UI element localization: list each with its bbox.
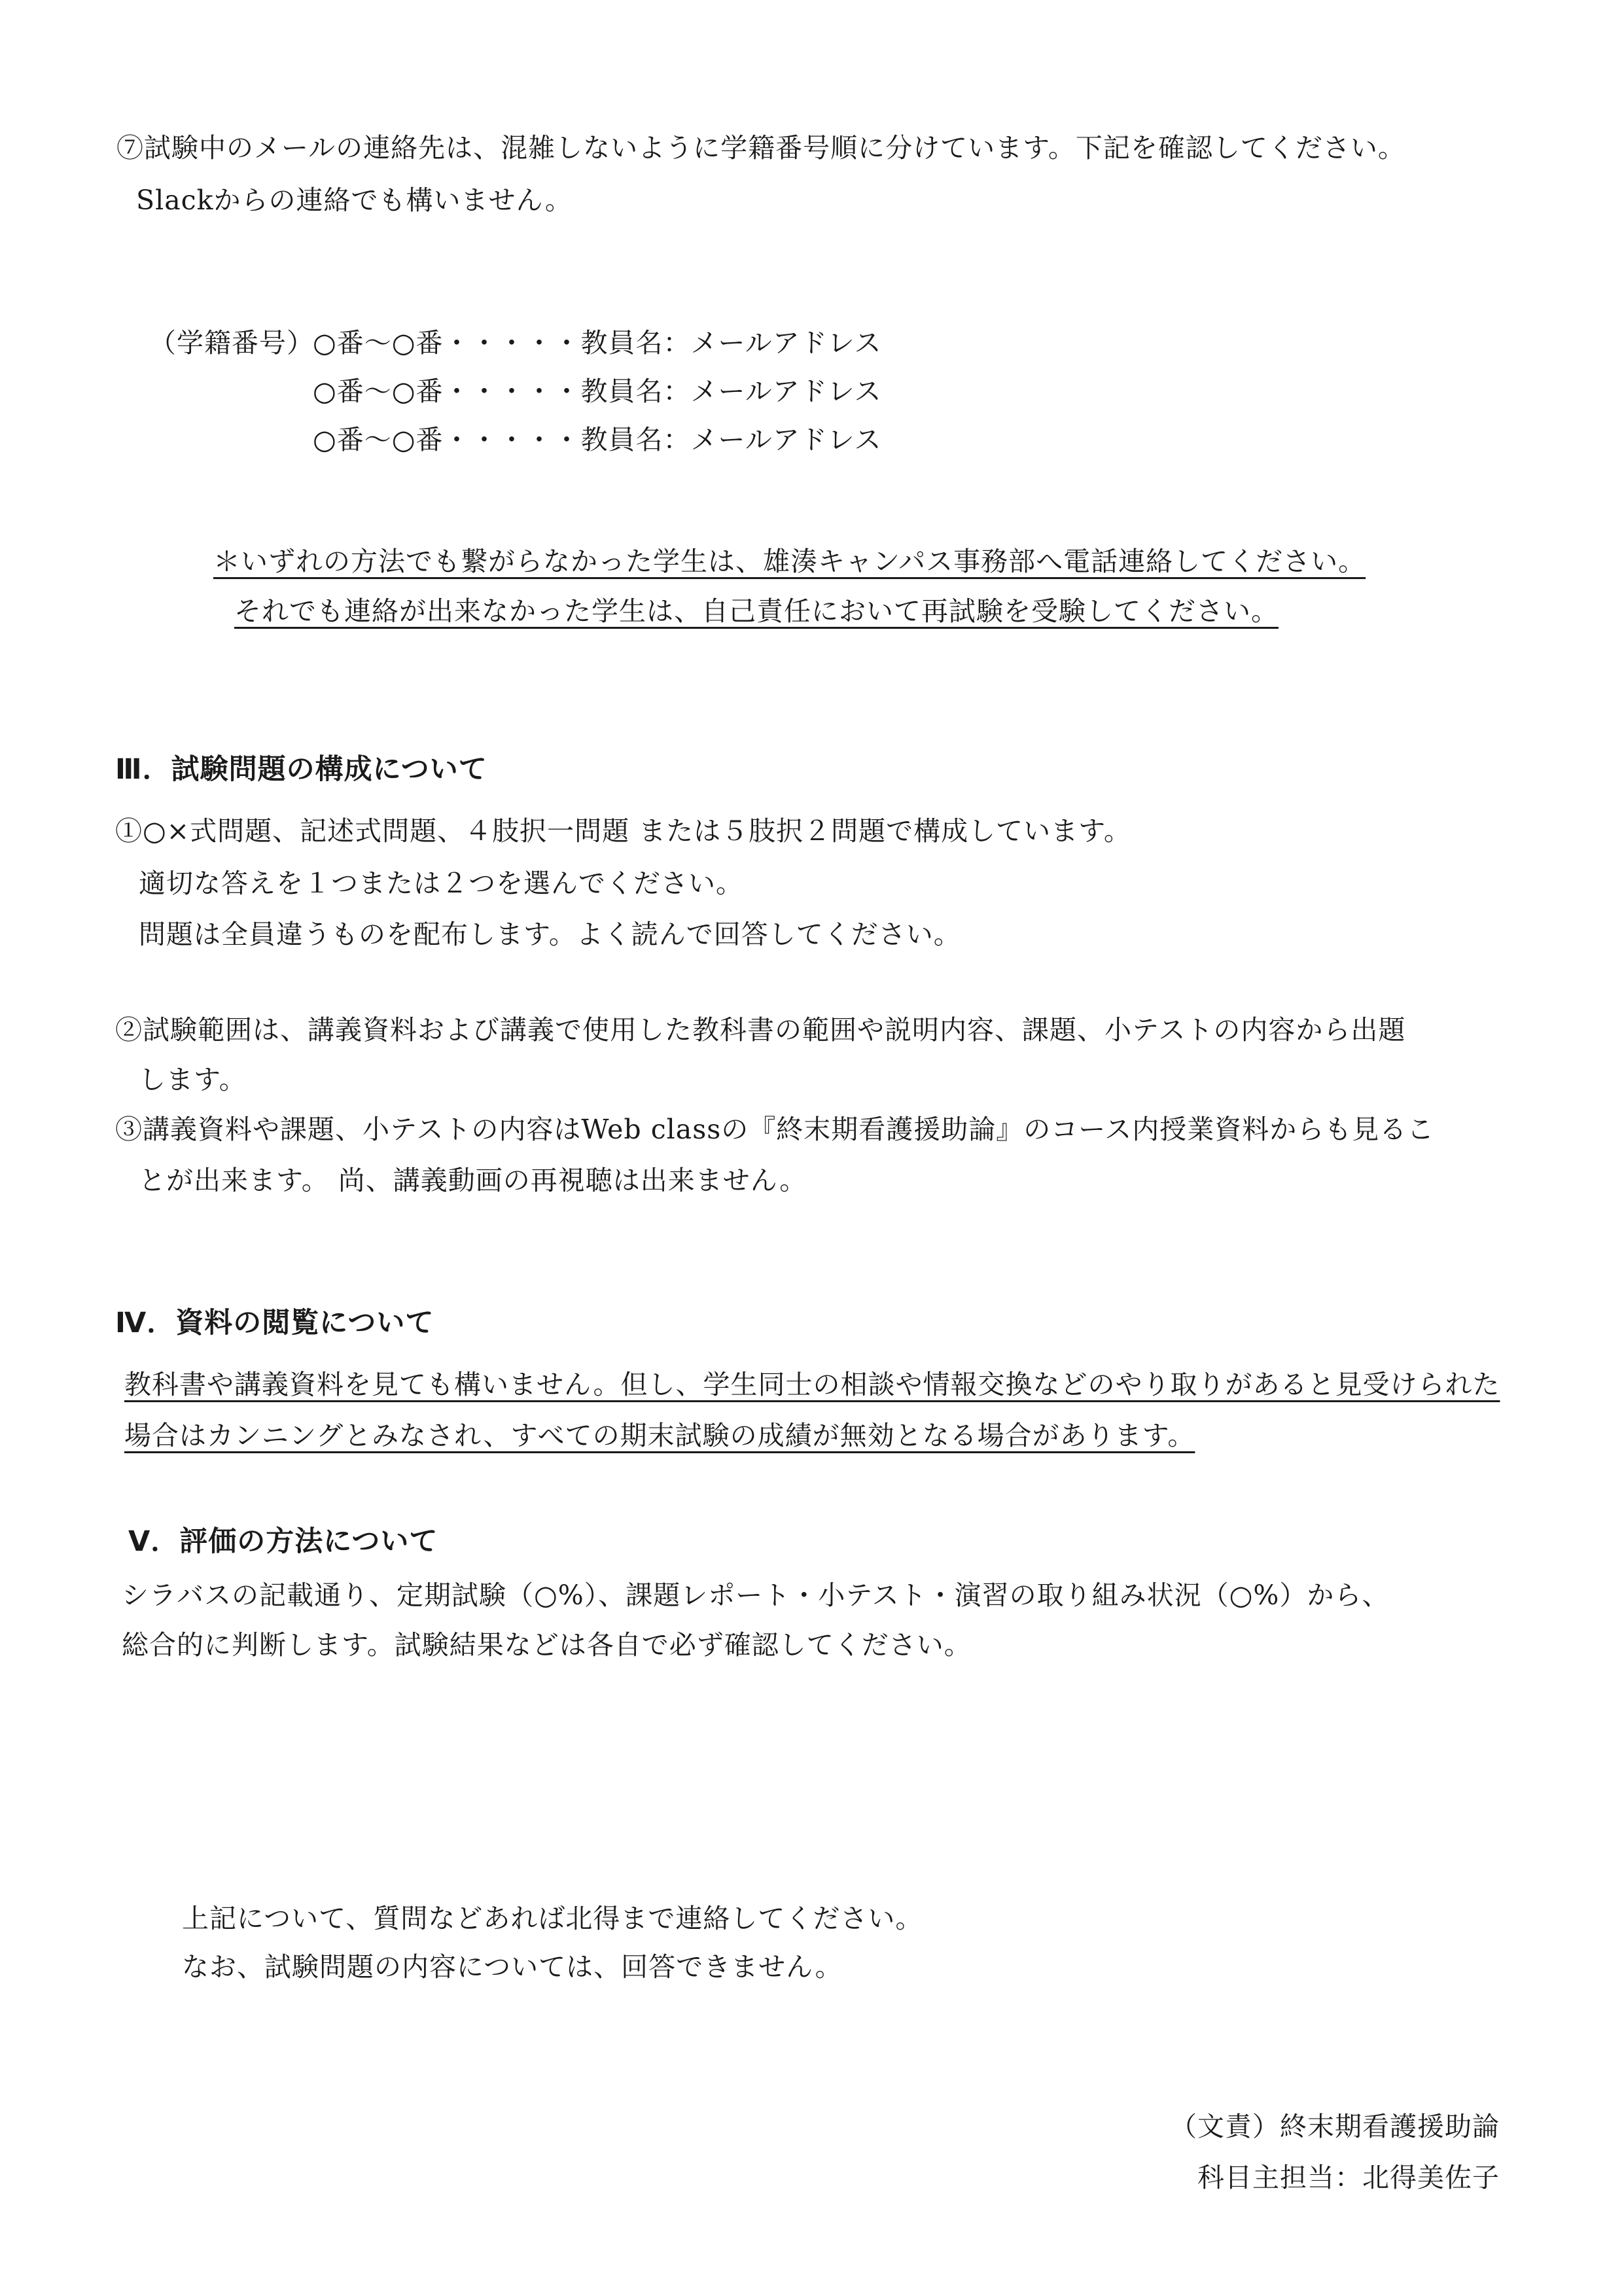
section3-item2-line1: ②試験範囲は、講義資料および講義で使用した教科書の範囲や説明内容、課題、小テストの内容から出題	[115, 1014, 1406, 1046]
section4-line1: 教科書や講義資料を見ても構いません。但し、学生同士の相談や情報交換などのやり取りがあると見受けられた	[124, 1369, 1500, 1400]
section3-item2-line2: します。	[139, 1064, 247, 1095]
contact-note-line2: それでも連絡が出来なかった学生は、自己責任において再試験を受験してください。	[234, 595, 1279, 627]
section3-item1-line3: 問題は全員違うものを配布します。よく読んで回答してください。	[139, 919, 961, 950]
section5-heading: Ⅴ．評価の方法について	[128, 1525, 438, 1558]
section4-line2: 場合はカンニングとみなされ、すべての期末試験の成績が無効となる場合があります。	[124, 1420, 1195, 1451]
section3-item1-line2: 適切な答えを１つまたは２つを選んでください。	[139, 868, 743, 899]
item7-line1: ⑦試験中のメールの連絡先は、混雑しないように学籍番号順に分けています。下記を確認してください。	[116, 132, 1405, 164]
section3-item1-line1: ①○×式問題、記述式問題、４肢択一問題 または５肢択２問題で構成しています。	[115, 815, 1131, 847]
closing-line2: なお、試験問題の内容については、回答できません。	[182, 1951, 843, 1983]
roster-row-2: ○番～○番・・・・・教員名：メールアドレス	[313, 376, 882, 407]
signature-responsibility: （文責）終末期看護援助論	[1170, 2111, 1500, 2142]
section5-line1: シラバスの記載通り、定期試験（○%）、課題レポート・小テスト・演習の取り組み状況（○%）から、	[122, 1580, 1390, 1611]
roster-row-1: ○番～○番・・・・・教員名：メールアドレス	[313, 327, 882, 359]
section5-line2: 総合的に判断します。試験結果などは各自で必ず確認してください。	[122, 1629, 972, 1661]
contact-note-line1: ＊いずれの方法でも繋がらなかった学生は、雄湊キャンパス事務部へ電話連絡してください。	[213, 546, 1366, 577]
section4-heading: Ⅳ．資料の閲覧について	[115, 1307, 434, 1339]
section3-heading: Ⅲ．試験問題の構成について	[115, 753, 487, 786]
signature-instructor: 科目主担当：北得美佐子	[1197, 2162, 1500, 2193]
roster-row-3: ○番～○番・・・・・教員名：メールアドレス	[313, 424, 882, 455]
section3-item3-line2: とが出来ます。 尚、講義動画の再視聴は出来ません。	[139, 1165, 807, 1196]
closing-line1: 上記について、質問などあれば北得まで連絡してください。	[182, 1903, 923, 1934]
item7-line2: Slackからの連絡でも構いません。	[136, 185, 573, 216]
roster-label: （学籍番号）	[149, 327, 314, 359]
section3-item3-line1: ③講義資料や課題、小テストの内容はWeb classの『終末期看護援助論』のコース内授業資料からも見るこ	[115, 1114, 1435, 1145]
